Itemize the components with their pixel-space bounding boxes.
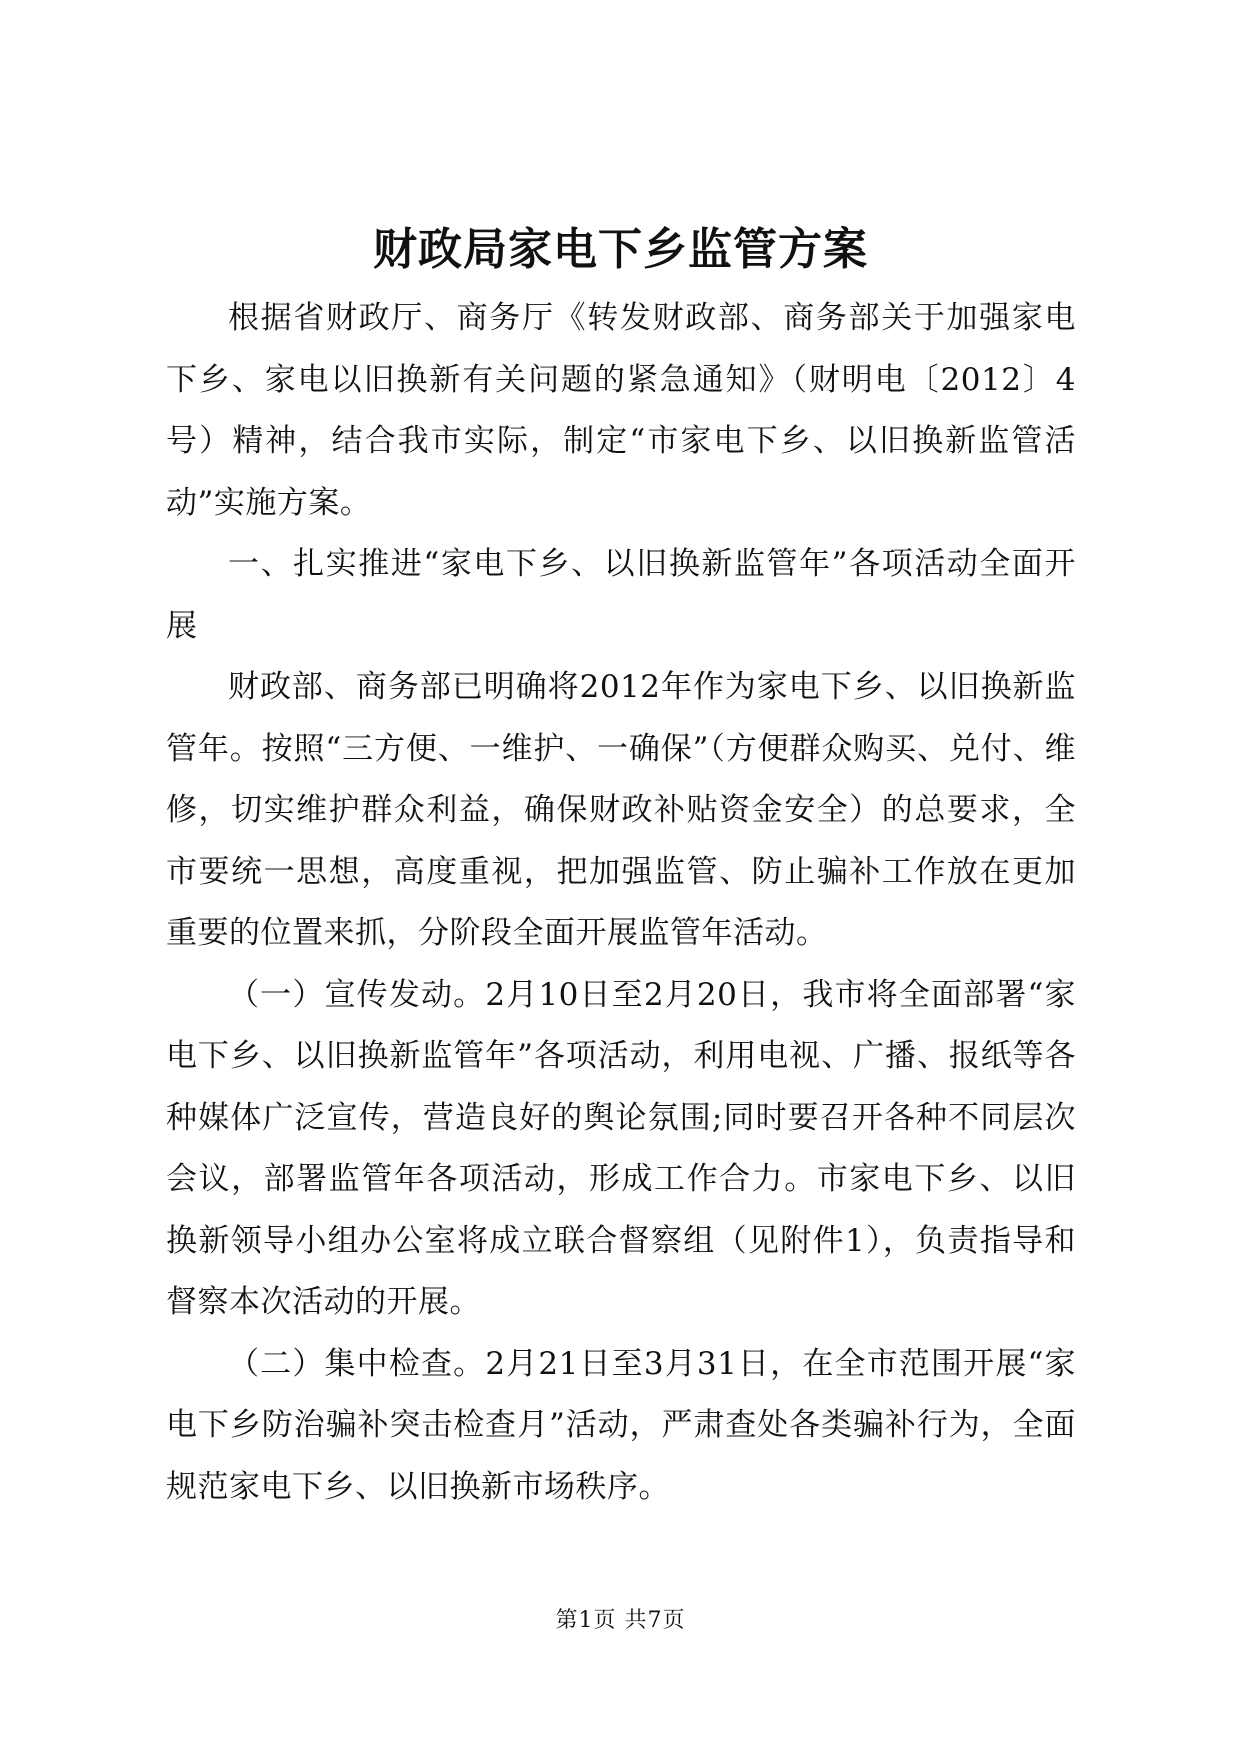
section-heading-1: 一、扎实推进“家电下乡、以旧换新监管年”各项活动全面开展 xyxy=(166,546,1076,644)
paragraph-supervision-year: 财政部、商务部已明确将2012年作为家电下乡、以旧换新监管年。按照“三方便、一维护、一确保”（方便群众购买、兑付、维修，切实维护群众利益，确保财政补贴资金安全）的总要求，全市要统一思想，高度重视，把加强监管、防止骗补工作放在更加重要的位置来抓，分阶段全面开展监管年活动。 xyxy=(166,669,1076,951)
paragraph-inspection: （二）集中检查。2月21日至3月31日，在全市范围开展“家电下乡防治骗补突击检查月”活动，严肃查处各类骗补行为，全面规范家电下乡、以旧换新市场秩序。 xyxy=(166,1345,1076,1505)
paragraph-publicity: （一）宣传发动。2月10日至2月20日，我市将全面部署“家电下乡、以旧换新监管年”各项活动，利用电视、广播、报纸等各种媒体广泛宣传，营造良好的舆论氛围;同时要召开各种不同层次会议，部署监管年各项活动，形成工作合力。市家电下乡、以旧换新领导小组办公室将成立联合督察组（见附件1），负责指导和督察本次活动的开展。 xyxy=(166,976,1076,1320)
page-number-footer: 第1页 共7页 xyxy=(555,1608,686,1633)
paragraph-intro: 根据省财政厅、商务厅《转发财政部、商务部关于加强家电下乡、家电以旧换新有关问题的紧急通知》（财明电〔2012〕4号）精神，结合我市实际，制定“市家电下乡、以旧换新监管活动”实施方案。 xyxy=(166,300,1076,521)
document-title: 财政局家电下乡监管方案 xyxy=(373,224,868,275)
document-body xyxy=(166,288,1076,1518)
